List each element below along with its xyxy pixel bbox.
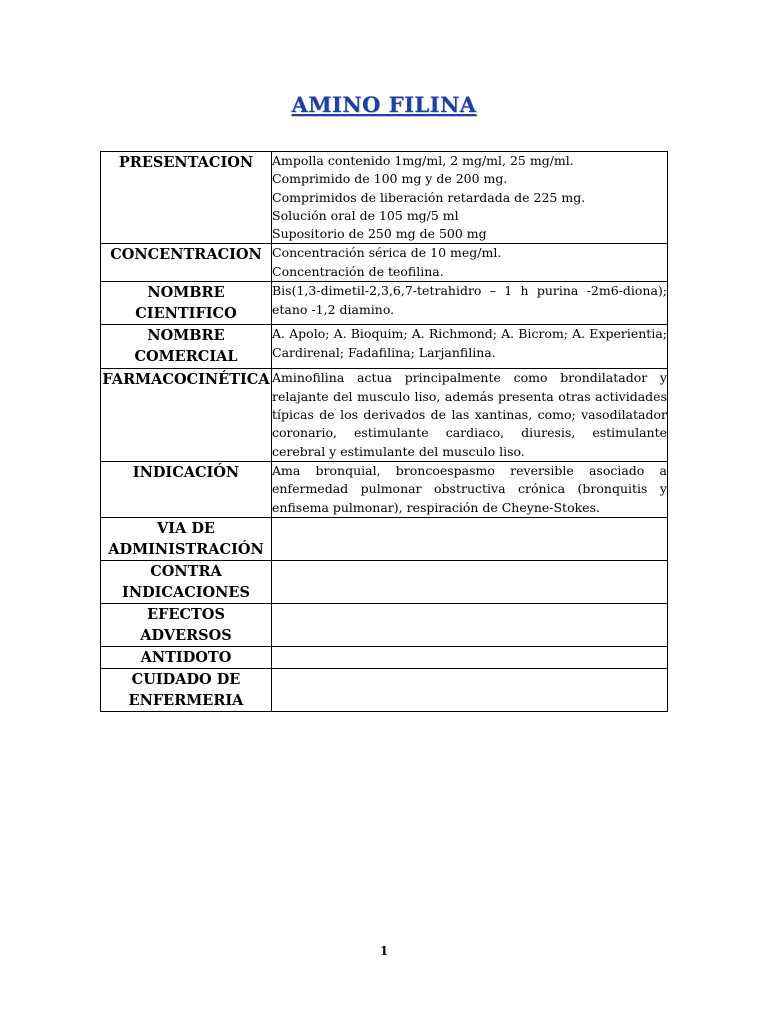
row-value-indicacion: Ama bronquial, broncoespasmo reversible asociado a enfermedad pulmonar obstructiva crónica (bronquitis y enfisema pulmonar), respiración de Cheyne-Stokes. <box>272 461 668 517</box>
row-value-contra-indicaciones <box>272 560 668 603</box>
row-value-nombre-comercial: A. Apolo; A. Bioquim; A. Richmond; A. Bicrom; A. Experientia; Cardirenal; Fadafilina; Larjanfilina. <box>272 325 668 369</box>
table-row-indicacion <box>101 461 668 517</box>
row-value-via-administracion <box>272 517 668 560</box>
document-title: AMINO FILINA <box>291 92 477 117</box>
table-row-nombre-comercial <box>101 325 668 369</box>
row-label-farmacocinetica: FARMACOCINÉTICA <box>101 369 272 461</box>
table-row-nombre-cientifico <box>101 282 668 325</box>
concentracion-line: Concentración sérica de 10 meg/ml. <box>272 245 502 261</box>
row-value-concentracion <box>272 244 668 282</box>
row-value-antidoto <box>272 646 668 668</box>
row-label-concentracion: CONCENTRACION <box>101 244 272 282</box>
row-label-indicacion: INDICACIÓN <box>101 461 272 517</box>
row-label-contra-indicaciones: CONTRA INDICACIONES <box>101 560 272 603</box>
table-row-via-administracion <box>101 517 668 560</box>
presentacion-line: Ampolla contenido 1mg/ml, 2 mg/ml, 25 mg/ml. <box>272 153 574 168</box>
table-row-antidoto <box>101 646 668 668</box>
presentacion-line: Comprimidos de liberación retardada de 225 mg. <box>272 189 586 205</box>
table-row-concentracion <box>101 244 668 282</box>
row-label-nombre-cientifico: NOMBRE CIENTIFICO <box>101 282 272 325</box>
table-row-contra-indicaciones <box>101 560 668 603</box>
table-row-presentacion <box>101 152 668 244</box>
row-label-nombre-comercial: NOMBRE COMERCIAL <box>101 325 272 369</box>
row-label-cuidado-enfermeria: CUIDADO DE ENFERMERIA <box>101 668 272 711</box>
presentacion-line: Supositorio de 250 mg de 500 mg <box>272 226 487 242</box>
row-value-cuidado-enfermeria <box>272 668 668 711</box>
presentacion-line: Solución oral de 105 mg/5 ml <box>272 207 459 223</box>
row-label-efectos-adversos: EFECTOS ADVERSOS <box>101 603 272 646</box>
table-row-efectos-adversos <box>101 603 668 646</box>
presentacion-line: Comprimido de 100 mg y de 200 mg. <box>272 171 508 187</box>
table-row-cuidado-enfermeria <box>101 668 668 711</box>
row-label-antidoto: ANTIDOTO <box>101 646 272 668</box>
row-value-presentacion <box>272 152 668 244</box>
table-row-farmacocinetica <box>101 369 668 461</box>
concentracion-line: Concentración de teofilina. <box>272 263 444 279</box>
page-number: 1 <box>379 944 389 958</box>
row-value-efectos-adversos <box>272 603 668 646</box>
row-value-farmacocinetica: Aminofilina actua principalmente como brondilatador y relajante del musculo liso, además presenta otras actividades típicas de los derivados de las xantinas, como; vasodilatador coronario, estimulante cardiaco, diuresis, estimulante cerebral y estimulante del musculo liso. <box>272 369 668 461</box>
drug-info-table <box>100 151 668 712</box>
row-label-presentacion: PRESENTACION <box>101 152 272 244</box>
row-label-via-administracion: VIA DE ADMINISTRACIÓN <box>101 517 272 560</box>
row-value-nombre-cientifico: Bis(1,3-dimetil-2,3,6,7-tetrahidro – 1 h purina -2m6-diona); etano -1,2 diamino. <box>272 282 668 325</box>
